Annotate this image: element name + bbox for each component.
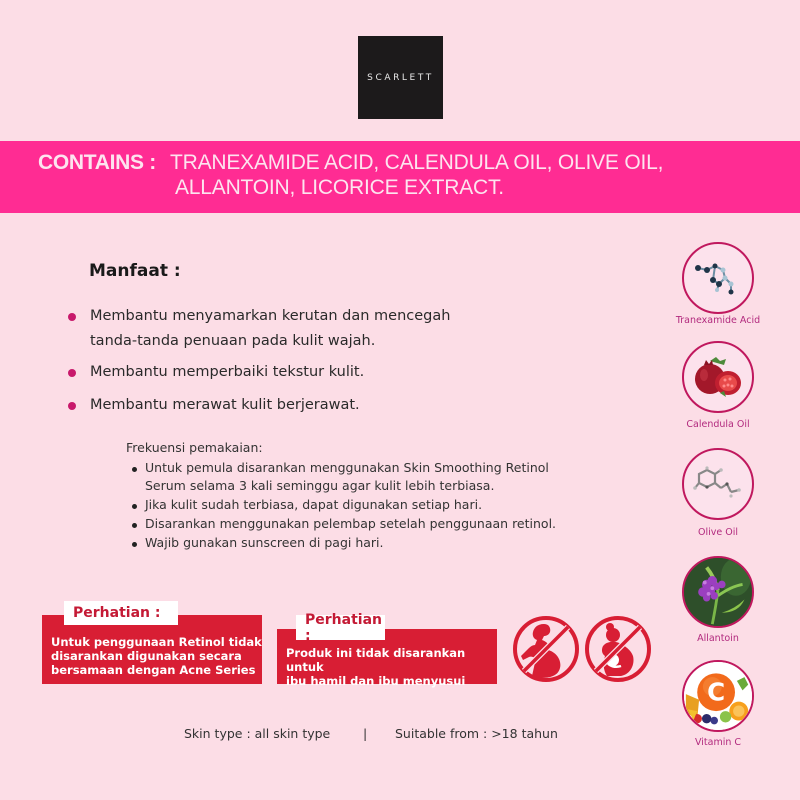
frequency-text: Disarankan menggunakan pelembap setelah penggunaan retinol.: [145, 516, 557, 531]
vitamin-c-icon: [684, 660, 752, 732]
pomegranate-icon: [690, 355, 746, 399]
contains-ingredients-line-1: TRANEXAMIDE ACID, CALENDULA OIL, OLIVE OIL,: [170, 151, 664, 174]
bullet-icon: [132, 542, 137, 547]
warning-text: Untuk penggunaan Retinol tidak: [51, 635, 262, 649]
no-breastfeeding-icon: [583, 614, 653, 684]
benefit-text: Membantu menyamarkan kerutan dan mencegah: [90, 308, 451, 324]
ingredient-image-calendula-oil: [682, 341, 754, 413]
bullet-icon: [132, 504, 137, 509]
purple-flower-icon: [684, 556, 752, 628]
no-pregnant-icon: [511, 614, 581, 684]
contains-label: CONTAINS :: [38, 151, 156, 174]
ingredient-image-vitamin-c: [682, 660, 754, 732]
warning-text: Produk ini tidak disarankan untuk: [286, 646, 466, 674]
benefits-title: Manfaat :: [89, 261, 181, 281]
frequency-text: Jika kulit sudah terbiasa, dapat digunakan setiap hari.: [145, 497, 483, 512]
warning-box-retinol: [42, 615, 262, 684]
bullet-icon: [132, 523, 137, 528]
ingredient-image-tranexamide-acid: [682, 242, 754, 314]
frequency-text: Untuk pemula disarankan menggunakan Skin Smoothing Retinol: [145, 460, 549, 475]
contains-banner: [0, 141, 800, 213]
frequency-text: Wajib gunakan sunscreen di pagi hari.: [145, 535, 384, 550]
svg-text:C: C: [707, 677, 726, 707]
warning-title-tab: [296, 611, 385, 644]
brand-logo: [358, 36, 443, 119]
bullet-icon: [68, 369, 76, 377]
frequency-item-4: [145, 534, 384, 552]
warning-text: ibu hamil dan ibu menyusui: [286, 674, 466, 688]
warning-title: Perhatian :: [305, 611, 382, 644]
frequency-text: Serum selama 3 kali seminggu agar kulit lebih terbiasa.: [145, 478, 495, 493]
frequency-item-3: [145, 515, 556, 533]
ingredient-image-olive-oil: [682, 448, 754, 520]
molecule-icon: [693, 258, 743, 298]
skin-type-info: Skin type : all skin type: [184, 726, 331, 741]
bullet-icon: [132, 467, 137, 472]
benefit-text: Membantu merawat kulit berjerawat.: [90, 397, 360, 413]
contains-ingredients-line-2: ALLANTOIN, LICORICE EXTRACT.: [175, 176, 504, 199]
ingredient-label: Vitamin C: [694, 737, 742, 748]
bullet-icon: [68, 402, 76, 410]
frequency-item-2: [145, 496, 482, 514]
warning-text: bersamaan dengan Acne Series: [51, 663, 256, 677]
ingredient-label: Tranexamide Acid: [675, 315, 761, 326]
footer-separator: |: [363, 726, 368, 741]
warning-text: disarankan digunakan secara: [51, 649, 242, 663]
warning-title: Perhatian :: [73, 605, 161, 621]
suitable-age-info: Suitable from : >18 tahun: [395, 726, 558, 741]
frequency-title: Frekuensi pemakaian:: [126, 440, 263, 455]
ingredient-image-allantoin: [682, 556, 754, 628]
benefit-text: tanda-tanda penuaan pada kulit wajah.: [90, 333, 376, 349]
benefit-item-2: [90, 360, 364, 385]
ingredient-label: Allantoin: [697, 633, 739, 644]
frequency-item-1: [145, 459, 549, 495]
benefit-item-1: [90, 304, 450, 354]
brand-logo-text: SCARLETT: [367, 72, 434, 83]
bullet-icon: [68, 313, 76, 321]
benefit-item-3: [90, 393, 360, 418]
ingredient-label: Olive Oil: [698, 527, 738, 538]
ingredient-label: Calendula Oil: [686, 419, 750, 430]
benefit-text: Membantu memperbaiki tekstur kulit.: [90, 364, 365, 380]
warning-title-tab: [64, 601, 178, 625]
molecule-structure-icon: [691, 464, 745, 504]
